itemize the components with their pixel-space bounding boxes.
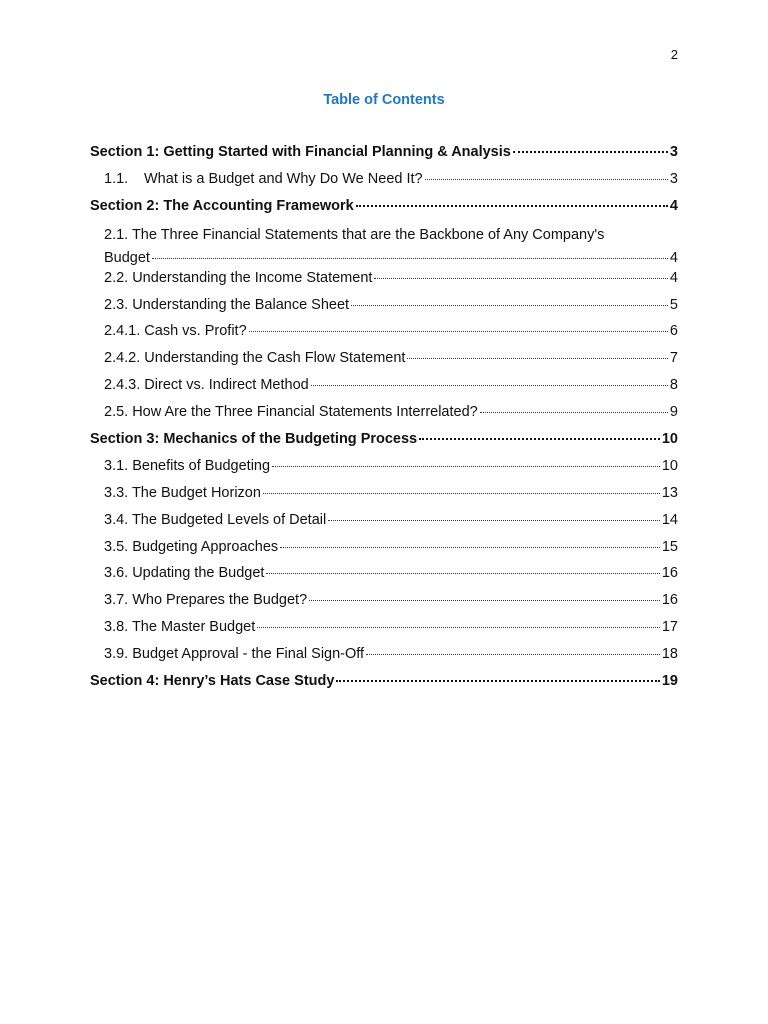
toc-title: Table of Contents (323, 92, 445, 108)
dot-leader (419, 438, 660, 440)
table-of-contents (90, 142, 678, 700)
toc-entry-label: 2.4.1. Cash vs. Profit? (104, 323, 247, 340)
toc-entry-page: 8 (669, 377, 678, 394)
toc-subsection-entry[interactable] (90, 377, 678, 404)
toc-entry-page: 13 (661, 484, 678, 501)
toc-entry-page: 18 (661, 646, 678, 663)
toc-entries (90, 142, 678, 700)
toc-entry-label: Section 1: Getting Started with Financial Planning & Analysis (90, 144, 511, 160)
dot-leader (374, 278, 668, 279)
toc-entry-label: 3.3. The Budget Horizon (104, 484, 261, 501)
dot-leader (152, 258, 668, 259)
dot-leader (280, 547, 660, 548)
toc-subsection-entry[interactable] (90, 404, 678, 431)
toc-entry-continuation (104, 246, 678, 270)
toc-entry-page: 10 (661, 457, 678, 474)
toc-entry-page: 4 (669, 249, 678, 266)
toc-subsection-entry[interactable] (90, 485, 678, 512)
toc-subsection-entry[interactable] (90, 323, 678, 350)
toc-entry-label: 3.7. Who Prepares the Budget? (104, 592, 308, 609)
toc-subsection-entry[interactable] (90, 512, 678, 539)
toc-entry-label: 2.1. The Three Financial Statements that are the Backbone of Any Company's (104, 226, 605, 243)
page-number: 2 (670, 47, 678, 62)
toc-entry-page: 15 (661, 538, 678, 555)
toc-section-entry[interactable] (90, 198, 678, 225)
toc-entry-page: 3 (669, 170, 678, 187)
dot-leader (328, 520, 660, 521)
toc-subsection-entry[interactable] (90, 458, 678, 485)
toc-entry-page: 4 (669, 197, 678, 214)
toc-entry-label: 2.4.2. Understanding the Cash Flow Statement (104, 350, 406, 367)
toc-entry-page: 16 (661, 592, 678, 609)
dot-leader (351, 305, 668, 306)
dot-leader (336, 680, 659, 682)
toc-entry-label: 3.9. Budget Approval - the Final Sign-Off (104, 646, 365, 663)
toc-subsection-entry[interactable] (90, 565, 678, 592)
toc-entry-label: Section 2: The Accounting Framework (90, 197, 354, 214)
dot-leader (407, 358, 667, 359)
toc-subsection-entry[interactable] (90, 619, 678, 646)
toc-entry-page: 4 (669, 269, 678, 286)
toc-entry-label: 2.3. Understanding the Balance Sheet (104, 296, 350, 313)
toc-subsection-entry[interactable] (90, 225, 678, 270)
toc-entry-label: Section 3: Mechanics of the Budgeting Process (90, 431, 418, 448)
dot-leader (425, 179, 668, 180)
dot-leader (366, 654, 660, 655)
toc-subsection-entry[interactable] (90, 171, 678, 198)
toc-entry-page: 5 (669, 296, 678, 313)
toc-entry-page: 19 (661, 673, 678, 690)
toc-entry-label: Section 4: Henry’s Hats Case Study (90, 673, 335, 690)
toc-subsection-entry[interactable] (90, 297, 678, 324)
dot-leader (480, 412, 668, 413)
toc-entry-label: 3.4. The Budgeted Levels of Detail (104, 511, 327, 528)
toc-entry-page: 7 (669, 350, 678, 367)
toc-entry-number: 1.1. (104, 170, 129, 187)
dot-leader (309, 600, 660, 601)
toc-subsection-entry[interactable] (90, 270, 678, 297)
toc-entry-label-continued: Budget (104, 249, 150, 266)
toc-section-entry[interactable] (90, 144, 678, 171)
toc-entry-label: 2.5. How Are the Three Financial Statements Interrelated? (104, 404, 478, 421)
dot-leader (249, 331, 668, 332)
dot-leader (266, 573, 659, 574)
dot-leader (272, 466, 660, 467)
toc-entry-page: 14 (661, 511, 678, 528)
dot-leader (257, 627, 660, 628)
toc-subsection-entry[interactable] (90, 592, 678, 619)
toc-entry-label: 3.5. Budgeting Approaches (104, 538, 279, 555)
dot-leader (513, 151, 668, 153)
toc-entry-page: 17 (661, 619, 678, 636)
toc-entry-page: 10 (661, 431, 678, 448)
toc-entry-label: 2.2. Understanding the Income Statement (104, 269, 373, 286)
toc-subsection-entry[interactable] (90, 539, 678, 566)
toc-entry-label: 3.1. Benefits of Budgeting (104, 457, 271, 474)
toc-entry-label: 2.4.3. Direct vs. Indirect Method (104, 377, 309, 394)
toc-entry-page: 16 (661, 565, 678, 582)
toc-entry-label: 3.8. The Master Budget (104, 619, 256, 636)
toc-entry-label: What is a Budget and Why Do We Need It? (144, 170, 423, 187)
toc-entry-page: 6 (669, 323, 678, 340)
dot-leader (311, 385, 668, 386)
toc-entry-page: 3 (669, 144, 678, 160)
toc-subsection-entry[interactable] (90, 350, 678, 377)
toc-section-entry[interactable] (90, 673, 678, 700)
toc-entry-label: 3.6. Updating the Budget (104, 565, 265, 582)
dot-leader (356, 205, 668, 207)
dot-leader (263, 493, 660, 494)
toc-subsection-entry[interactable] (90, 646, 678, 673)
toc-section-entry[interactable] (90, 431, 678, 458)
toc-entry-page: 9 (669, 404, 678, 421)
